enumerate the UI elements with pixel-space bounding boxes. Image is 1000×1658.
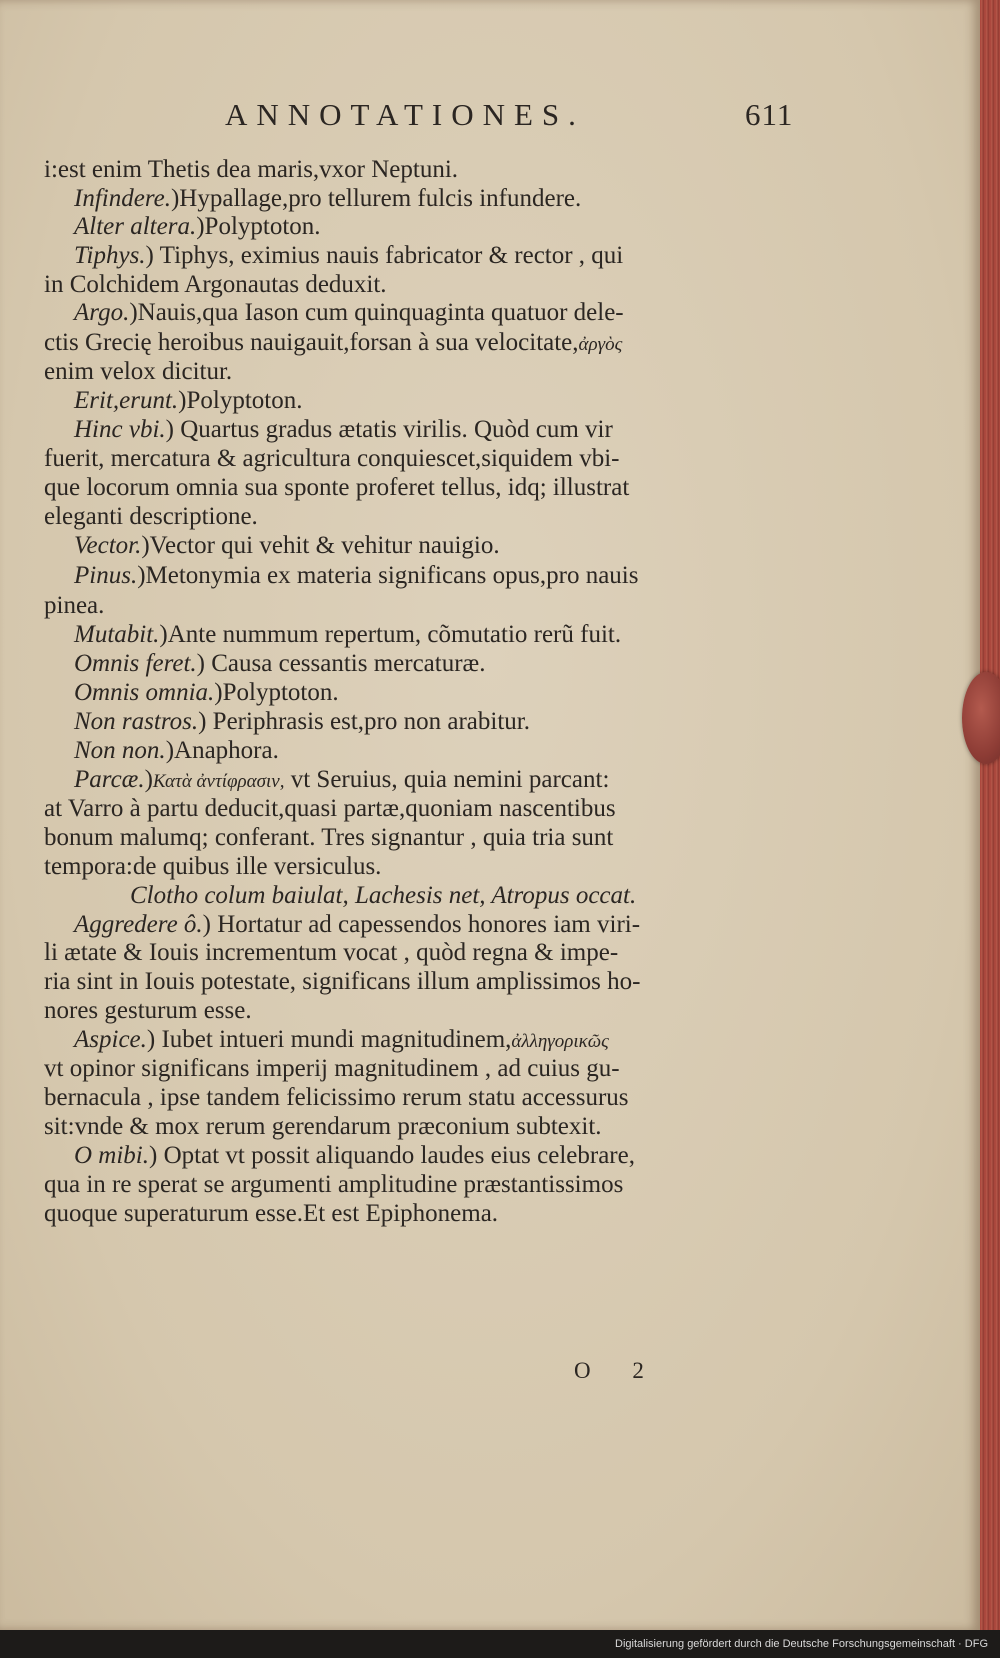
line-text: ) Iubet intueri mundi magnitudinem, bbox=[146, 1026, 512, 1053]
text-line bbox=[44, 794, 616, 824]
line-text: )Hypallage,pro tellurem fulcis infundere. bbox=[170, 185, 582, 212]
text-line bbox=[44, 852, 381, 882]
text-line bbox=[74, 678, 339, 708]
greek-text: Κατὰ ἀντίφρασιν, bbox=[152, 771, 285, 792]
line-text: Clotho colum baiulat, Lachesis net, Atropus occat. bbox=[130, 882, 637, 909]
text-line bbox=[74, 707, 530, 737]
signature-mark: O 2 bbox=[574, 1358, 662, 1383]
text-line bbox=[44, 823, 613, 853]
line-text: nores gesturum esse. bbox=[44, 997, 252, 1024]
text-line bbox=[44, 967, 640, 997]
lemma: Non non. bbox=[74, 737, 166, 764]
lemma: Infindere. bbox=[74, 185, 171, 212]
lemma: Mutabit. bbox=[74, 621, 160, 648]
lemma: Hinc vbi. bbox=[74, 416, 166, 443]
lemma: Alter altera. bbox=[74, 213, 197, 240]
line-text: ) Causa cessantis mercaturæ. bbox=[196, 650, 486, 677]
text-line bbox=[44, 502, 258, 532]
line-text: ctis Grecię heroibus nauigauit,forsan à sua velocitate, bbox=[44, 329, 579, 356]
line-text: fuerit, mercatura & agricultura conquiescet,siquidem vbi- bbox=[44, 445, 620, 472]
text-line bbox=[74, 620, 621, 650]
text-line bbox=[74, 765, 609, 797]
lemma: Aggredere ô. bbox=[74, 911, 203, 938]
line-text: )Anaphora. bbox=[165, 737, 279, 764]
greek-text: ἀλληγορικῶς bbox=[511, 1031, 609, 1052]
line-text: ) Tiphys, eximius nauis fabricator & rector , qui bbox=[145, 242, 624, 269]
line-text: tempora:de quibus ille versiculus. bbox=[44, 853, 382, 880]
lemma: Omnis omnia. bbox=[74, 679, 215, 706]
line-text: enim velox dicitur. bbox=[44, 358, 233, 385]
text-line bbox=[74, 649, 485, 679]
text-line bbox=[44, 1083, 629, 1113]
text-line bbox=[74, 1141, 635, 1171]
text-line bbox=[74, 298, 624, 328]
lemma: Parcæ. bbox=[74, 766, 145, 793]
line-text: vt opinor significans imperij magnitudinem , ad cuius gu- bbox=[44, 1055, 620, 1082]
line-text: ) bbox=[144, 766, 153, 793]
line-text: )Polyptoton. bbox=[214, 679, 339, 706]
text-line bbox=[44, 591, 104, 621]
text-line bbox=[44, 1112, 602, 1142]
running-head: ANNOTATIONES. bbox=[225, 97, 585, 132]
text-line bbox=[74, 212, 321, 242]
line-text: ) Optat vt possit aliquando laudes eius celebrare, bbox=[149, 1142, 635, 1169]
line-text: )Ante nummum repertum, cõmutatio rerũ fuit. bbox=[159, 621, 622, 648]
line-text: vt Seruius, quia nemini parcant: bbox=[284, 766, 610, 793]
line-text: )Nauis,qua Iason cum quinquaginta quatuor dele- bbox=[129, 299, 624, 326]
text-line bbox=[44, 1054, 620, 1084]
line-text: )Metonymia ex materia significans opus,pro nauis bbox=[137, 562, 639, 589]
line-text: pinea. bbox=[44, 592, 105, 619]
line-text: li ætate & Iouis incrementum vocat , quòd regna & impe- bbox=[44, 939, 619, 966]
text-line bbox=[74, 386, 303, 416]
page-fore-edge bbox=[980, 0, 1000, 1632]
text-line bbox=[74, 561, 638, 591]
text-line bbox=[44, 155, 458, 185]
line-text: in Colchidem Argonautas deduxit. bbox=[44, 271, 387, 298]
text-line bbox=[44, 473, 629, 503]
text-line bbox=[130, 881, 636, 911]
text-line bbox=[74, 1025, 609, 1057]
line-text: ) Hortatur ad capessendos honores iam viri- bbox=[202, 911, 641, 938]
text-line bbox=[74, 910, 640, 940]
line-text: bernacula , ipse tandem felicissimo rerum statu accessurus bbox=[44, 1084, 629, 1111]
text-line bbox=[74, 241, 623, 271]
line-text: at Varro à partu deducit,quasi partæ,quoniam nascentibus bbox=[44, 795, 616, 822]
line-text: eleganti descriptione. bbox=[44, 503, 258, 530]
lemma: O mibi. bbox=[74, 1142, 149, 1169]
text-line bbox=[74, 415, 613, 445]
line-text: quoque superaturum esse.Et est Epiphonema. bbox=[44, 1200, 499, 1227]
line-text: i:est enim Thetis dea maris,vxor Neptuni. bbox=[44, 156, 459, 183]
text-line bbox=[44, 270, 387, 300]
lemma: Non rastros. bbox=[74, 708, 199, 735]
line-text: sit:vnde & mox rerum gerendarum præconium subtexit. bbox=[44, 1113, 602, 1140]
text-line bbox=[44, 357, 232, 387]
line-text: ) Periphrasis est,pro non arabitur. bbox=[198, 708, 530, 735]
text-line bbox=[74, 531, 500, 561]
text-line bbox=[44, 1199, 498, 1229]
lemma: Vector. bbox=[74, 532, 142, 559]
lemma: Pinus. bbox=[74, 562, 138, 589]
text-line bbox=[44, 328, 622, 360]
text-line bbox=[44, 996, 252, 1026]
lemma: Argo. bbox=[74, 299, 130, 326]
line-text: )Polyptoton. bbox=[196, 213, 321, 240]
text-line bbox=[74, 184, 581, 214]
text-line bbox=[44, 938, 618, 968]
text-line bbox=[74, 736, 279, 766]
lemma: Aspice. bbox=[74, 1026, 147, 1053]
line-text: )Vector qui vehit & vehitur nauigio. bbox=[141, 532, 500, 559]
text-line bbox=[44, 1170, 623, 1200]
line-text: ) Quartus gradus ætatis virilis. Quòd cum vir bbox=[165, 416, 613, 443]
greek-text: ἀργὸς bbox=[578, 334, 623, 355]
lemma: Omnis feret. bbox=[74, 650, 197, 677]
lemma: Tiphys. bbox=[74, 242, 146, 269]
line-text: )Polyptoton. bbox=[178, 387, 303, 414]
line-text: bonum malumq; conferant. Tres signantur , quia tria sunt bbox=[44, 824, 614, 851]
line-text: ria sint in Iouis potestate, significans illum amplissimos ho- bbox=[44, 968, 641, 995]
line-text: qua in re sperat se argumenti amplitudine præstantissimos bbox=[44, 1171, 624, 1198]
footer-credit: Digitalisierung gefördert durch die Deutsche Forschungsgemeinschaft · DFG bbox=[615, 1638, 988, 1650]
lemma: Erit,erunt. bbox=[74, 387, 179, 414]
page-number: 611 bbox=[745, 97, 794, 132]
line-text: que locorum omnia sua sponte proferet tellus, idq; illustrat bbox=[44, 474, 630, 501]
text-line bbox=[44, 444, 619, 474]
